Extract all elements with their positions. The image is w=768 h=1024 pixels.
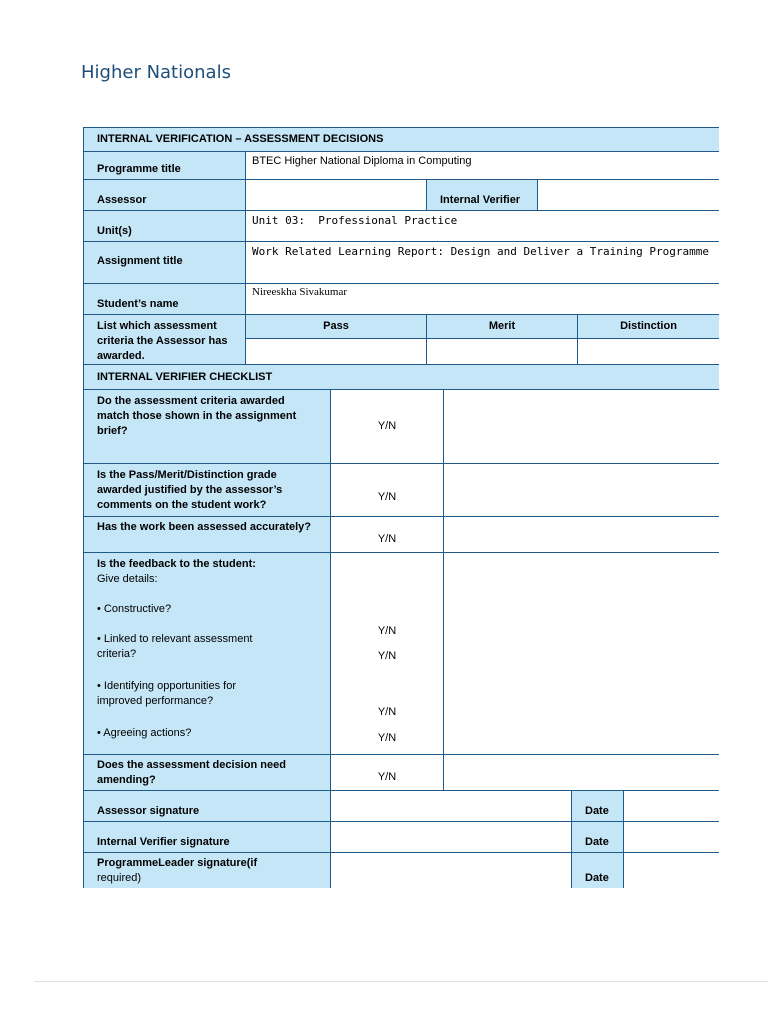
- pl-signature-label: [84, 853, 331, 888]
- assignment-title-field[interactable]: Work Related Learning Report: Design and Deliver a Training Programme: [246, 242, 719, 284]
- question-criteria-match: Do the assessment criteria awarded match those shown in the assignment brief?: [84, 390, 331, 464]
- feedback-item-constructive: • Constructive?: [97, 603, 172, 615]
- iv-signature-field[interactable]: [331, 822, 572, 853]
- assessor-date-field[interactable]: [624, 791, 719, 822]
- page-header-title: Higher Nationals: [81, 62, 231, 83]
- distinction-criteria-field[interactable]: [578, 339, 719, 365]
- criteria-awarded-label: List which assessment criteria the Assessor has awarded.: [84, 315, 246, 365]
- feedback-item-opportunities: • Identifying opportunities for improved performance?: [97, 680, 236, 707]
- programme-title-field[interactable]: BTEC Higher National Diploma in Computing: [246, 152, 719, 180]
- merit-criteria-field[interactable]: [427, 339, 578, 365]
- units-label: Unit(s): [84, 211, 246, 242]
- feedback-yn-1: Y/N: [377, 625, 397, 637]
- question-grade-justified-yn: Y/N: [377, 491, 397, 503]
- assessor-date-label: Date: [572, 791, 624, 822]
- assessment-decisions-table: [83, 127, 719, 888]
- question-feedback-comment[interactable]: [444, 553, 719, 755]
- assessor-signature-field[interactable]: [331, 791, 572, 822]
- pl-date-field[interactable]: [624, 853, 719, 888]
- question-assessed-accurately-yn: Y/N: [377, 533, 397, 545]
- feedback-item-linked: • Linked to relevant assessment criteria?: [97, 633, 253, 660]
- student-name-label: Student’s name: [84, 284, 246, 315]
- assignment-title-label: Assignment title: [84, 242, 246, 284]
- checklist-title: INTERNAL VERIFIER CHECKLIST: [84, 365, 719, 390]
- internal-verifier-label: Internal Verifier: [427, 180, 538, 211]
- question-feedback-yn-cell[interactable]: [331, 553, 444, 755]
- pl-date-label: Date: [572, 853, 624, 888]
- question-feedback: [84, 553, 331, 755]
- question-grade-justified-comment[interactable]: [444, 464, 719, 517]
- merit-header: Merit: [427, 315, 578, 339]
- question-assessed-accurately-yn-cell[interactable]: [331, 517, 444, 553]
- assessor-field[interactable]: [246, 180, 427, 211]
- question-feedback-subtitle: Give details:: [97, 573, 158, 585]
- feedback-item-actions: • Agreeing actions?: [97, 727, 192, 739]
- assessor-label: Assessor: [84, 180, 246, 211]
- question-criteria-match-yn[interactable]: Y/N: [331, 390, 444, 464]
- pl-signature-field[interactable]: [331, 853, 572, 888]
- assessor-signature-label: Assessor signature: [84, 791, 331, 822]
- question-criteria-match-comment[interactable]: [444, 390, 719, 464]
- question-decision-amending-comment[interactable]: [444, 755, 719, 791]
- iv-signature-label: Internal Verifier signature: [84, 822, 331, 853]
- feedback-yn-2: Y/N: [377, 650, 397, 662]
- feedback-yn-4: Y/N: [377, 732, 397, 744]
- page-footer-divider: [34, 981, 768, 982]
- pl-signature-label-text: ProgrammeLeader signature(if: [97, 857, 258, 869]
- question-grade-justified: Is the Pass/Merit/Distinction grade awarded justified by the assessor’s comments on the student work?: [84, 464, 331, 517]
- programme-title-label: Programme title: [84, 152, 246, 180]
- question-assessed-accurately: Has the work been assessed accurately?: [84, 517, 331, 553]
- student-name-field[interactable]: Nireeskha Sivakumar: [246, 284, 719, 315]
- question-decision-amending-yn: Y/N: [377, 771, 397, 783]
- question-assessed-accurately-comment[interactable]: [444, 517, 719, 553]
- units-field[interactable]: Unit 03: Professional Practice: [246, 211, 719, 242]
- internal-verifier-field[interactable]: [538, 180, 719, 211]
- feedback-yn-3: Y/N: [377, 706, 397, 718]
- question-decision-amending-yn-cell[interactable]: [331, 755, 444, 791]
- question-feedback-title: Is the feedback to the student:: [97, 558, 256, 570]
- question-grade-justified-yn-cell[interactable]: [331, 464, 444, 517]
- distinction-header: Distinction: [578, 315, 719, 339]
- pl-signature-label-suffix: required): [97, 872, 142, 884]
- iv-date-field[interactable]: [624, 822, 719, 853]
- pass-header: Pass: [246, 315, 427, 339]
- pass-criteria-field[interactable]: [246, 339, 427, 365]
- section-title: INTERNAL VERIFICATION – ASSESSMENT DECISIONS: [84, 128, 719, 152]
- iv-date-label: Date: [572, 822, 624, 853]
- question-decision-amending: Does the assessment decision need amending?: [84, 755, 331, 791]
